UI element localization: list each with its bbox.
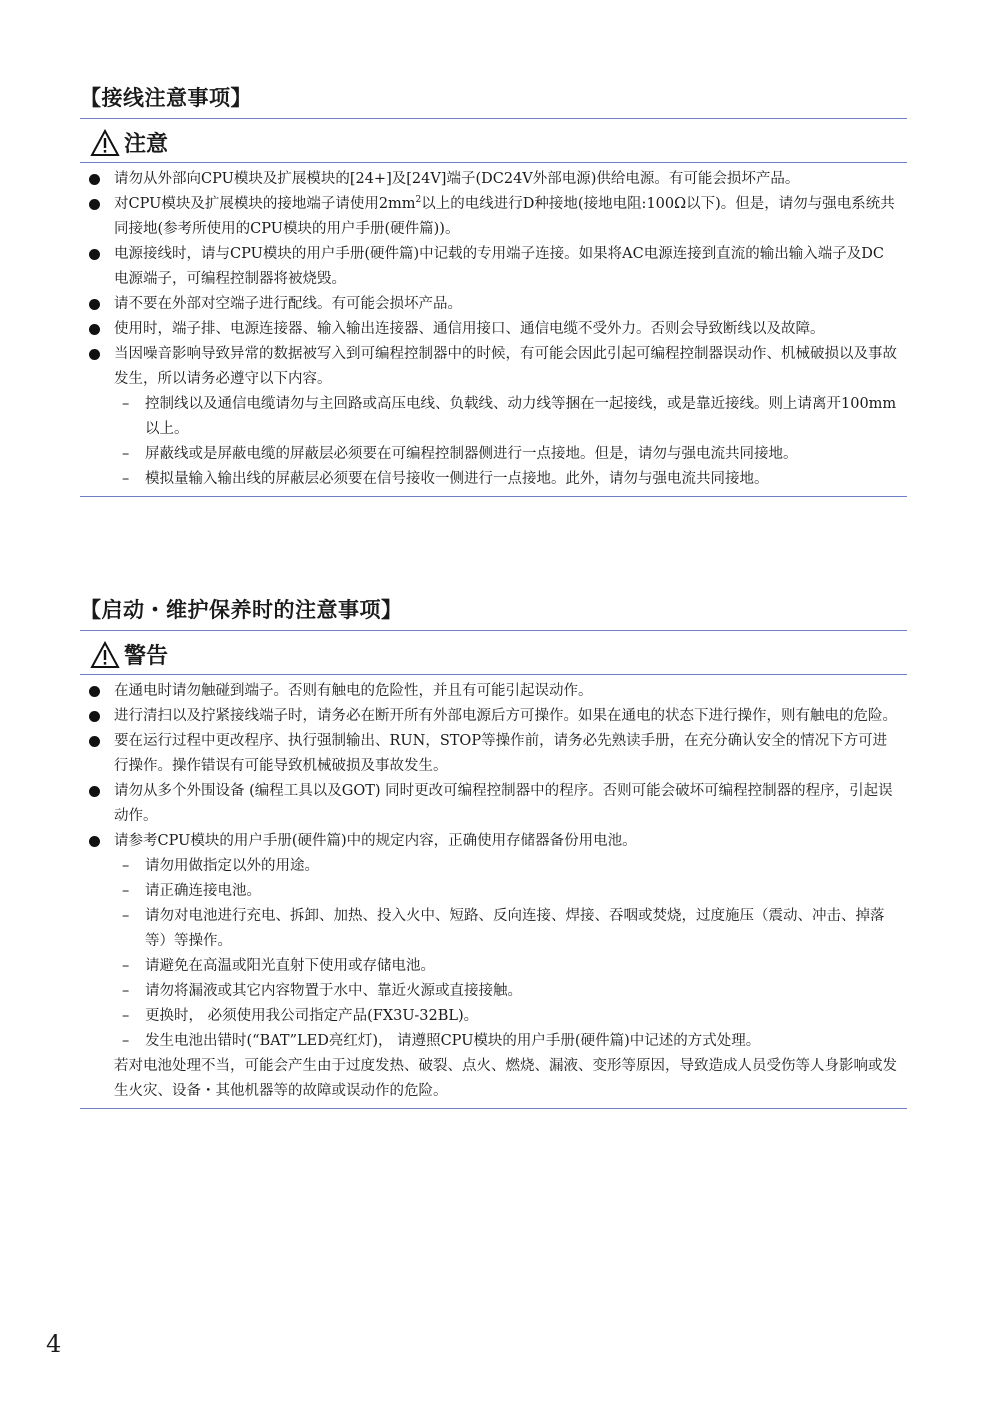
dash-icon: –: [122, 958, 130, 974]
dash-icon: –: [122, 1008, 130, 1024]
sub-list-item: – 请勿用做指定以外的用途。: [80, 854, 907, 879]
list-item: 请勿从多个外围设备 (编程工具以及GOT) 同时更改可编程控制器中的程序。否则可能会破坏可编程控制器的程序，引起误动作。: [80, 779, 907, 829]
dash-icon: –: [122, 1033, 130, 1049]
sub-list-item: – 发生电池出错时(“BAT”LED亮红灯)， 请遵照CPU模块的用户手册(硬件篇)中记述的方式处理。: [80, 1029, 907, 1054]
sub-list-item: – 控制线以及通信电缆请勿与主回路或高压电线、负载线、动力线等捆在一起接线，或是靠近接线。则上请离开100mm以上。: [80, 392, 907, 442]
dash-icon: –: [122, 883, 130, 899]
list-item: 进行清扫以及拧紧接线端子时，请务必在断开所有外部电源后方可操作。如果在通电的状态下进行操作，则有触电的危险。: [80, 704, 907, 729]
list-item: 对CPU模块及扩展模块的接地端子请使用$2mm^2$以上的电线进行D种接地(接地电阻:100Ω以下)。但是，请勿与强电系统共同接地(参考所使用的CPU模块的用户手册(硬件篇))。: [80, 192, 907, 242]
bullet-icon: [89, 736, 100, 747]
warning-triangle-icon: [90, 129, 120, 157]
wiring-precautions-section: [80, 82, 907, 497]
list-item: 请不要在外部对空端子进行配线。有可能会损坏产品。: [80, 292, 907, 317]
dash-icon: –: [122, 471, 130, 487]
section-title: 【启动・维护保养时的注意事项】: [80, 594, 907, 631]
sub-list-item: – 更换时， 必须使用我公司指定产品(FX3U-32BL)。: [80, 1004, 907, 1029]
bullet-icon: [89, 174, 100, 185]
bullet-icon: [89, 711, 100, 722]
page-number: 4: [46, 1330, 62, 1358]
warning-label: 警告: [124, 644, 169, 669]
list-item: 当因噪音影响导致异常的数据被写入到可编程控制器中的时候，有可能会因此引起可编程控制器误动作、机械破损以及事故发生，所以请务必遵守以下内容。: [80, 342, 907, 392]
sub-list-item: – 请勿将漏液或其它内容物置于水中、靠近火源或直接接触。: [80, 979, 907, 1004]
bullet-icon: [89, 199, 100, 210]
sub-list-item: – 请勿对电池进行充电、拆卸、加热、投入火中、短路、反向连接、焊接、吞咽或焚烧，过度施压（震动、冲击、掉落等）等操作。: [80, 904, 907, 954]
bullet-icon: [89, 324, 100, 335]
dash-icon: –: [122, 396, 130, 412]
warning-header: [80, 631, 907, 675]
startup-maintenance-section: [80, 594, 907, 1109]
sub-list-item: – 屏蔽线或是屏蔽电缆的屏蔽层必须要在可编程控制器侧进行一点接地。但是，请勿与强电流共同接地。: [80, 442, 907, 467]
bullet-icon: [89, 786, 100, 797]
bullet-icon: [89, 836, 100, 847]
dash-icon: –: [122, 446, 130, 462]
sub-list-item: – 请避免在高温或阳光直射下使用或存储电池。: [80, 954, 907, 979]
caution-content: [80, 163, 907, 497]
bullet-icon: [89, 299, 100, 310]
dash-icon: –: [122, 858, 130, 874]
bullet-icon: [89, 249, 100, 260]
caution-header: [80, 119, 907, 163]
dash-icon: –: [122, 983, 130, 999]
battery-note: 若对电池处理不当，可能会产生由于过度发热、破裂、点火、燃烧、漏液、变形等原因，导致造成人员受伤等人身影响或发生火灾、设备・其他机器等的故障或误动作的危险。: [114, 1058, 897, 1099]
list-item: 使用时，端子排、电源连接器、输入输出连接器、通信用接口、通信电缆不受外力。否则会导致断线以及故障。: [80, 317, 907, 342]
sub-list-item: – 模拟量输入输出线的屏蔽层必须要在信号接收一侧进行一点接地。此外，请勿与强电流共同接地。: [80, 467, 907, 492]
bullet-icon: [89, 349, 100, 360]
bullet-icon: [89, 686, 100, 697]
list-item: 电源接线时，请与CPU模块的用户手册(硬件篇)中记载的专用端子连接。如果将AC电源连接到直流的输出输入端子及DC电源端子，可编程控制器将被烧毁。: [80, 242, 907, 292]
sub-list-item: – 请正确连接电池。: [80, 879, 907, 904]
list-item: 请参考CPU模块的用户手册(硬件篇)中的规定内容，正确使用存储器备份用电池。: [80, 829, 907, 854]
list-item: 请勿从外部向CPU模块及扩展模块的[24+]及[24V]端子(DC24V外部电源)供给电源。有可能会损坏产品。: [80, 167, 907, 192]
section-title: 【接线注意事项】: [80, 82, 907, 119]
list-item: 在通电时请勿触碰到端子。否则有触电的危险性，并且有可能引起误动作。: [80, 679, 907, 704]
caution-label: 注意: [124, 132, 169, 157]
dash-icon: –: [122, 908, 130, 924]
warning-content: [80, 675, 907, 1109]
warning-triangle-icon: [90, 641, 120, 669]
list-item: 要在运行过程中更改程序、执行强制输出、RUN，STOP等操作前，请务必先熟读手册，在充分确认安全的情况下方可进行操作。操作错误有可能导致机械破损及事故发生。: [80, 729, 907, 779]
